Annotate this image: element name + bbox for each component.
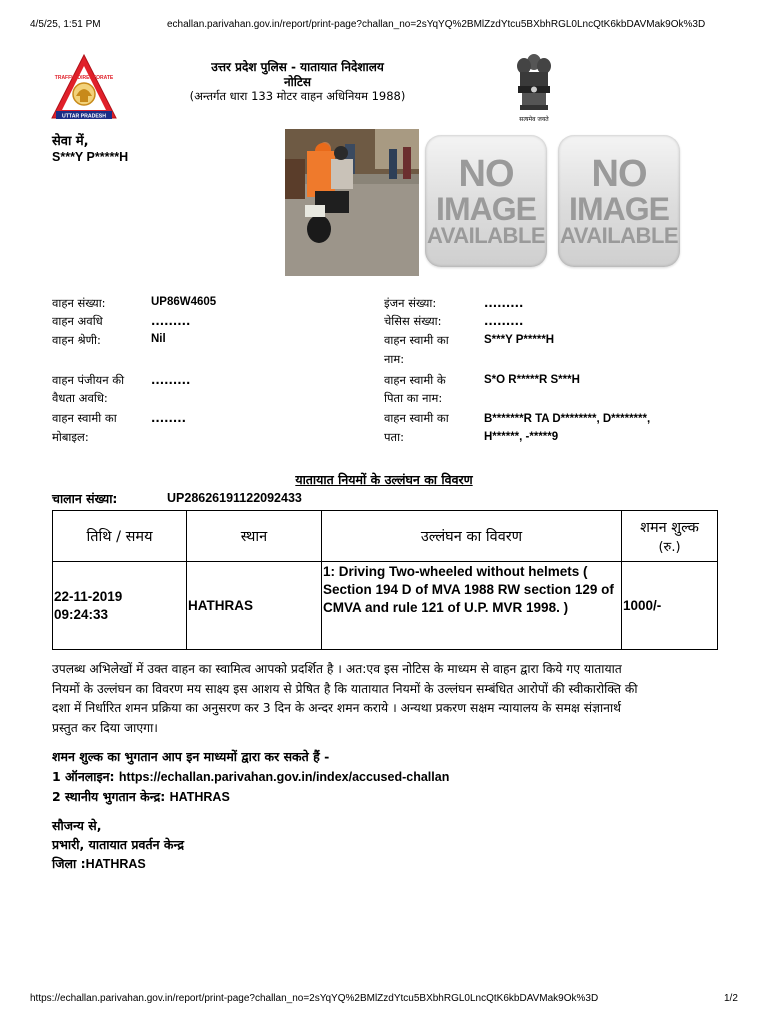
payment-local-center: HATHRAS	[169, 790, 230, 804]
footer-url: https://echallan.parivahan.gov.in/report/print-page?challan_no=2sYqYQ%2BMlZzdYtcu5BXbhRGL0LncQtK6kbDAVMak9Ok%3D	[30, 993, 599, 1004]
chassis-label: चेसिस संख्या:	[384, 314, 442, 328]
district	[52, 855, 146, 872]
header-details: उल्लंघन का विवरण	[322, 511, 622, 562]
print-datetime: 4/5/25, 1:51 PM	[30, 19, 101, 30]
notice-title: नोटिस	[283, 75, 312, 89]
notice-line-1: उपलब्ध अभिलेखों में उक्त वाहन का स्वामित्व आपको प्रदर्शित है । अत:एव इस नोटिस के माध्यम से वाहन द्वारा किये गए यातायात	[52, 662, 622, 676]
no-image-placeholder-2	[558, 135, 680, 267]
district-name: HATHRAS	[85, 857, 146, 871]
page-number: 1/2	[724, 993, 738, 1004]
payment-heading: शमन शुल्क का भुगतान आप इन माध्यमों द्वारा कर सकते हैं -	[52, 749, 330, 764]
act-line: (अन्तर्गत धारा 133 मोटर वाहन अधिनियम 1988)	[189, 89, 406, 103]
owner-name-label-line1: वाहन स्वामी का	[384, 333, 449, 347]
header-place: स्थान	[187, 511, 322, 562]
address-label-line1: वाहन स्वामी का	[384, 411, 449, 425]
header-fine-line2: (रु.)	[658, 540, 681, 555]
header-datetime: तिथि / समय	[53, 511, 187, 562]
address-line1: B*******R TA D********, D********,	[484, 413, 651, 425]
salutation: सेवा में,	[52, 134, 89, 149]
address-line2: H******, -*****9	[484, 431, 559, 443]
violation-table	[52, 510, 718, 650]
logo-bottom-text: UTTAR PRADESH	[62, 113, 106, 120]
engine-label: इंजन संख्या:	[384, 296, 437, 310]
officer-title: प्रभारी, यातायात प्रवर्तन केन्द्र	[52, 837, 184, 852]
payment-online-label: 1 ऑनलाइन:	[52, 769, 115, 784]
emblem-caption: सत्यमेव जयते	[519, 116, 549, 123]
department-title: उत्तर प्रदेश पुलिस - यातायात निदेशालय	[211, 60, 384, 74]
owner-name: S***Y P*****H	[484, 334, 555, 346]
header-fine-line1: शमन शुल्क	[640, 520, 699, 536]
violation-place: HATHRAS	[187, 562, 322, 650]
violation-fine: 1000/-	[622, 562, 718, 650]
no-image-text-2: IMAGE	[436, 191, 536, 227]
no-image-text-3: AVAILABLE	[559, 223, 679, 248]
courtesy-text: सौजन्य से,	[52, 818, 102, 833]
father-name-label-line2: पिता का नाम:	[384, 391, 443, 405]
challan-label: चालान संख्या:	[52, 491, 118, 506]
notice-paragraph	[52, 660, 732, 738]
violation-details: 1: Driving Two-wheeled without helmets ( Section 194 D of MVA 1988 RW section 129 of CMVA and rule 121 of U.P. MVR 1998. )	[322, 562, 622, 650]
violation-section-title-text: यातायात नियमों के उल्लंघन का विवरण	[295, 472, 473, 487]
vehicle-class-label: वाहन श्रेणी:	[52, 333, 101, 347]
payment-local	[52, 788, 230, 805]
owner-name-label-line2: नाम:	[384, 352, 405, 366]
owner-mobile: ........	[151, 411, 186, 425]
national-emblem-icon	[512, 50, 556, 122]
table-row	[53, 562, 718, 650]
reg-validity-label-line1: वाहन पंजीयन की	[52, 373, 125, 387]
vehicle-number-label: वाहन संख्या:	[52, 296, 106, 310]
father-name: S*O R*****R S***H	[484, 374, 580, 386]
notice-line-2: नियमों के उल्लंघन का विवरण मय साक्ष्य इस आशय से प्रेषित है कि यातायात नियमों के उल्लंघन सम्बंधित आरोपों की स्वीकारोक्ति की	[52, 681, 638, 696]
notice-line-4: प्रस्तुत कर दिया जाएगा।	[52, 720, 158, 735]
violation-datetime	[53, 562, 187, 650]
father-name-label-line1: वाहन स्वामी के	[384, 373, 446, 387]
owner-mobile-label-line1: वाहन स्वामी का	[52, 411, 117, 425]
violation-time: 09:24:33	[54, 606, 109, 622]
address-label-line2: पता:	[384, 430, 404, 444]
vehicle-period-label: वाहन अवधि	[52, 314, 103, 328]
reg-validity-label-line2: वैधता अवधि:	[52, 391, 108, 405]
header-fine	[622, 511, 718, 562]
payment-online	[52, 768, 449, 785]
vehicle-class: Nil	[151, 333, 166, 345]
traffic-directorate-logo	[50, 52, 118, 122]
challan-number: UP28626191122092433	[167, 491, 302, 505]
vehicle-period: .........	[151, 314, 191, 328]
no-image-placeholder-1	[425, 135, 547, 267]
recipient-name: S***Y P*****H	[52, 150, 129, 164]
violation-date: 22-11-2019	[54, 588, 123, 604]
violation-section-title	[200, 471, 568, 488]
print-url: echallan.parivahan.gov.in/report/print-page?challan_no=2sYqYQ%2BMlZzdYtcu5BXbhRGL0LncQtK6kbDAVMak9Ok%3D	[167, 19, 706, 30]
payment-local-label: 2 स्थानीय भुगतान केन्द्र:	[52, 789, 166, 804]
owner-mobile-label-line2: मोबाइल:	[52, 430, 89, 444]
evidence-photo	[285, 129, 419, 276]
notice-line-3: दशा में निर्धारित शमन प्रक्रिया का अनुसरण कर 3 दिन के अन्दर शमन कराये । अन्यथा प्रकरण सक्षम न्यायालय के समक्ष संज्ञानार्थ	[52, 701, 622, 715]
logo-top-text: TRAFFIC DIRECTORATE	[54, 75, 114, 81]
no-image-text-1: NO	[591, 153, 647, 195]
engine-number: .........	[484, 296, 524, 310]
table-header-row	[53, 511, 718, 562]
district-label: जिला :	[52, 856, 86, 871]
vehicle-number: UP86W4605	[151, 296, 217, 308]
no-image-text-1: NO	[458, 153, 514, 195]
chassis-number: .........	[484, 314, 524, 328]
reg-validity: .........	[151, 373, 191, 387]
payment-online-url[interactable]: https://echallan.parivahan.gov.in/index/accused-challan	[118, 770, 450, 784]
no-image-text-3: AVAILABLE	[426, 223, 546, 248]
no-image-text-2: IMAGE	[569, 191, 669, 227]
